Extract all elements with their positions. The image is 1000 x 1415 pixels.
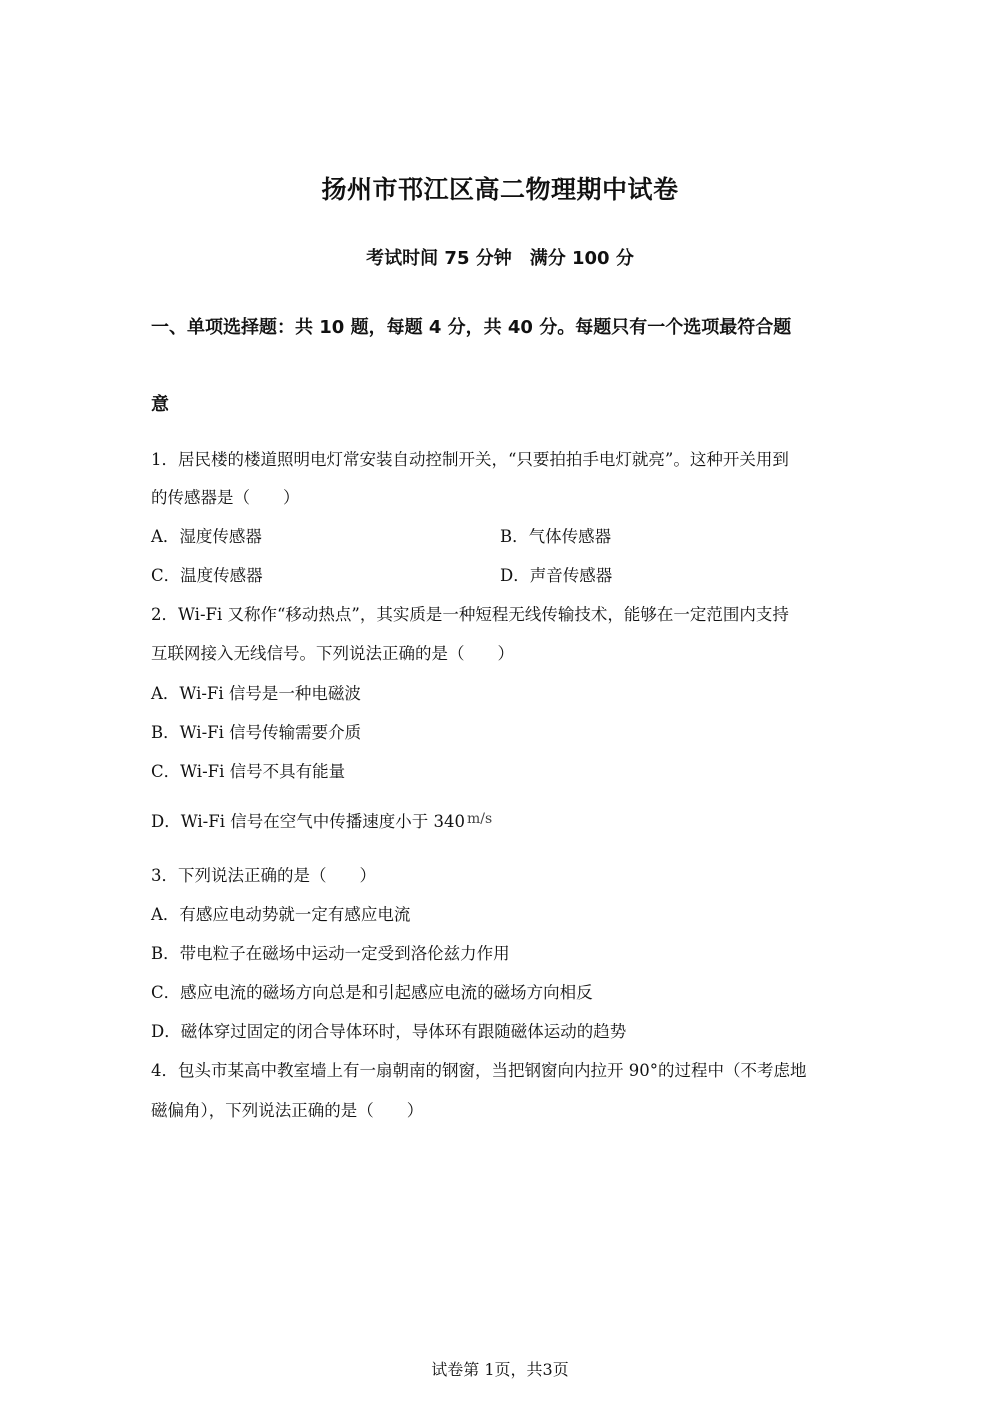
question-2-text-cont: 互联网接入无线信号。下列说法正确的是（ ） (151, 644, 514, 663)
question-2-text: 2．Wi-Fi 又称作“移动热点”，其实质是一种短程无线传输技术，能够在一定范围内支持 (151, 605, 789, 624)
question-1-text: 1．居民楼的楼道照明电灯常安装自动控制开关，“只要拍拍手电灯就亮”。这种开关用到 (151, 450, 789, 469)
section-heading-cont: 意 (151, 394, 169, 415)
question-2-option-a: A．Wi-Fi 信号是一种电磁波 (151, 684, 361, 703)
question-1-option-d: D．声音传感器 (500, 566, 613, 585)
question-3-text: 3．下列说法正确的是（ ） (151, 866, 376, 885)
question-2-option-c: C．Wi-Fi 信号不具有能量 (151, 762, 346, 781)
page-title: 扬州市邗江区高二物理期中试卷 (321, 175, 679, 204)
question-1-option-c: C．温度传感器 (151, 566, 263, 585)
question-3-option-a: A．有感应电动势就一定有感应电流 (151, 905, 411, 924)
question-4-text-cont: 磁偏角），下列说法正确的是（ ） (151, 1101, 424, 1120)
question-3-option-c: C．感应电流的磁场方向总是和引起感应电流的磁场方向相反 (151, 983, 593, 1002)
question-4-text: 4．包头市某高中教室墙上有一扇朝南的钢窗，当把钢窗向内拉开 90°的过程中（不考虑地 (151, 1061, 807, 1080)
exam-info: 考试时间 75 分钟 满分 100 分 (366, 248, 634, 269)
question-1-text-cont: 的传感器是（ ） (151, 488, 300, 507)
question-2-option-d-text: D．Wi-Fi 信号在空气中传播速度小于 340 (151, 812, 465, 831)
page-footer: 试卷第 1页，共3页 (431, 1360, 569, 1379)
question-2-option-d (151, 808, 492, 832)
question-1-option-a: A．湿度传感器 (151, 527, 262, 546)
speed-unit: m/s (466, 811, 493, 827)
question-2-option-b: B．Wi-Fi 信号传输需要介质 (151, 723, 362, 742)
question-3-option-b: B．带电粒子在磁场中运动一定受到洛伦兹力作用 (151, 944, 510, 963)
question-1-option-b: B．气体传感器 (500, 527, 612, 546)
section-heading: 一、单项选择题：共 10 题，每题 4 分，共 40 分。每题只有一个选项最符合题 (151, 317, 792, 338)
question-3-option-d: D．磁体穿过固定的闭合导体环时，导体环有跟随磁体运动的趋势 (151, 1022, 627, 1041)
